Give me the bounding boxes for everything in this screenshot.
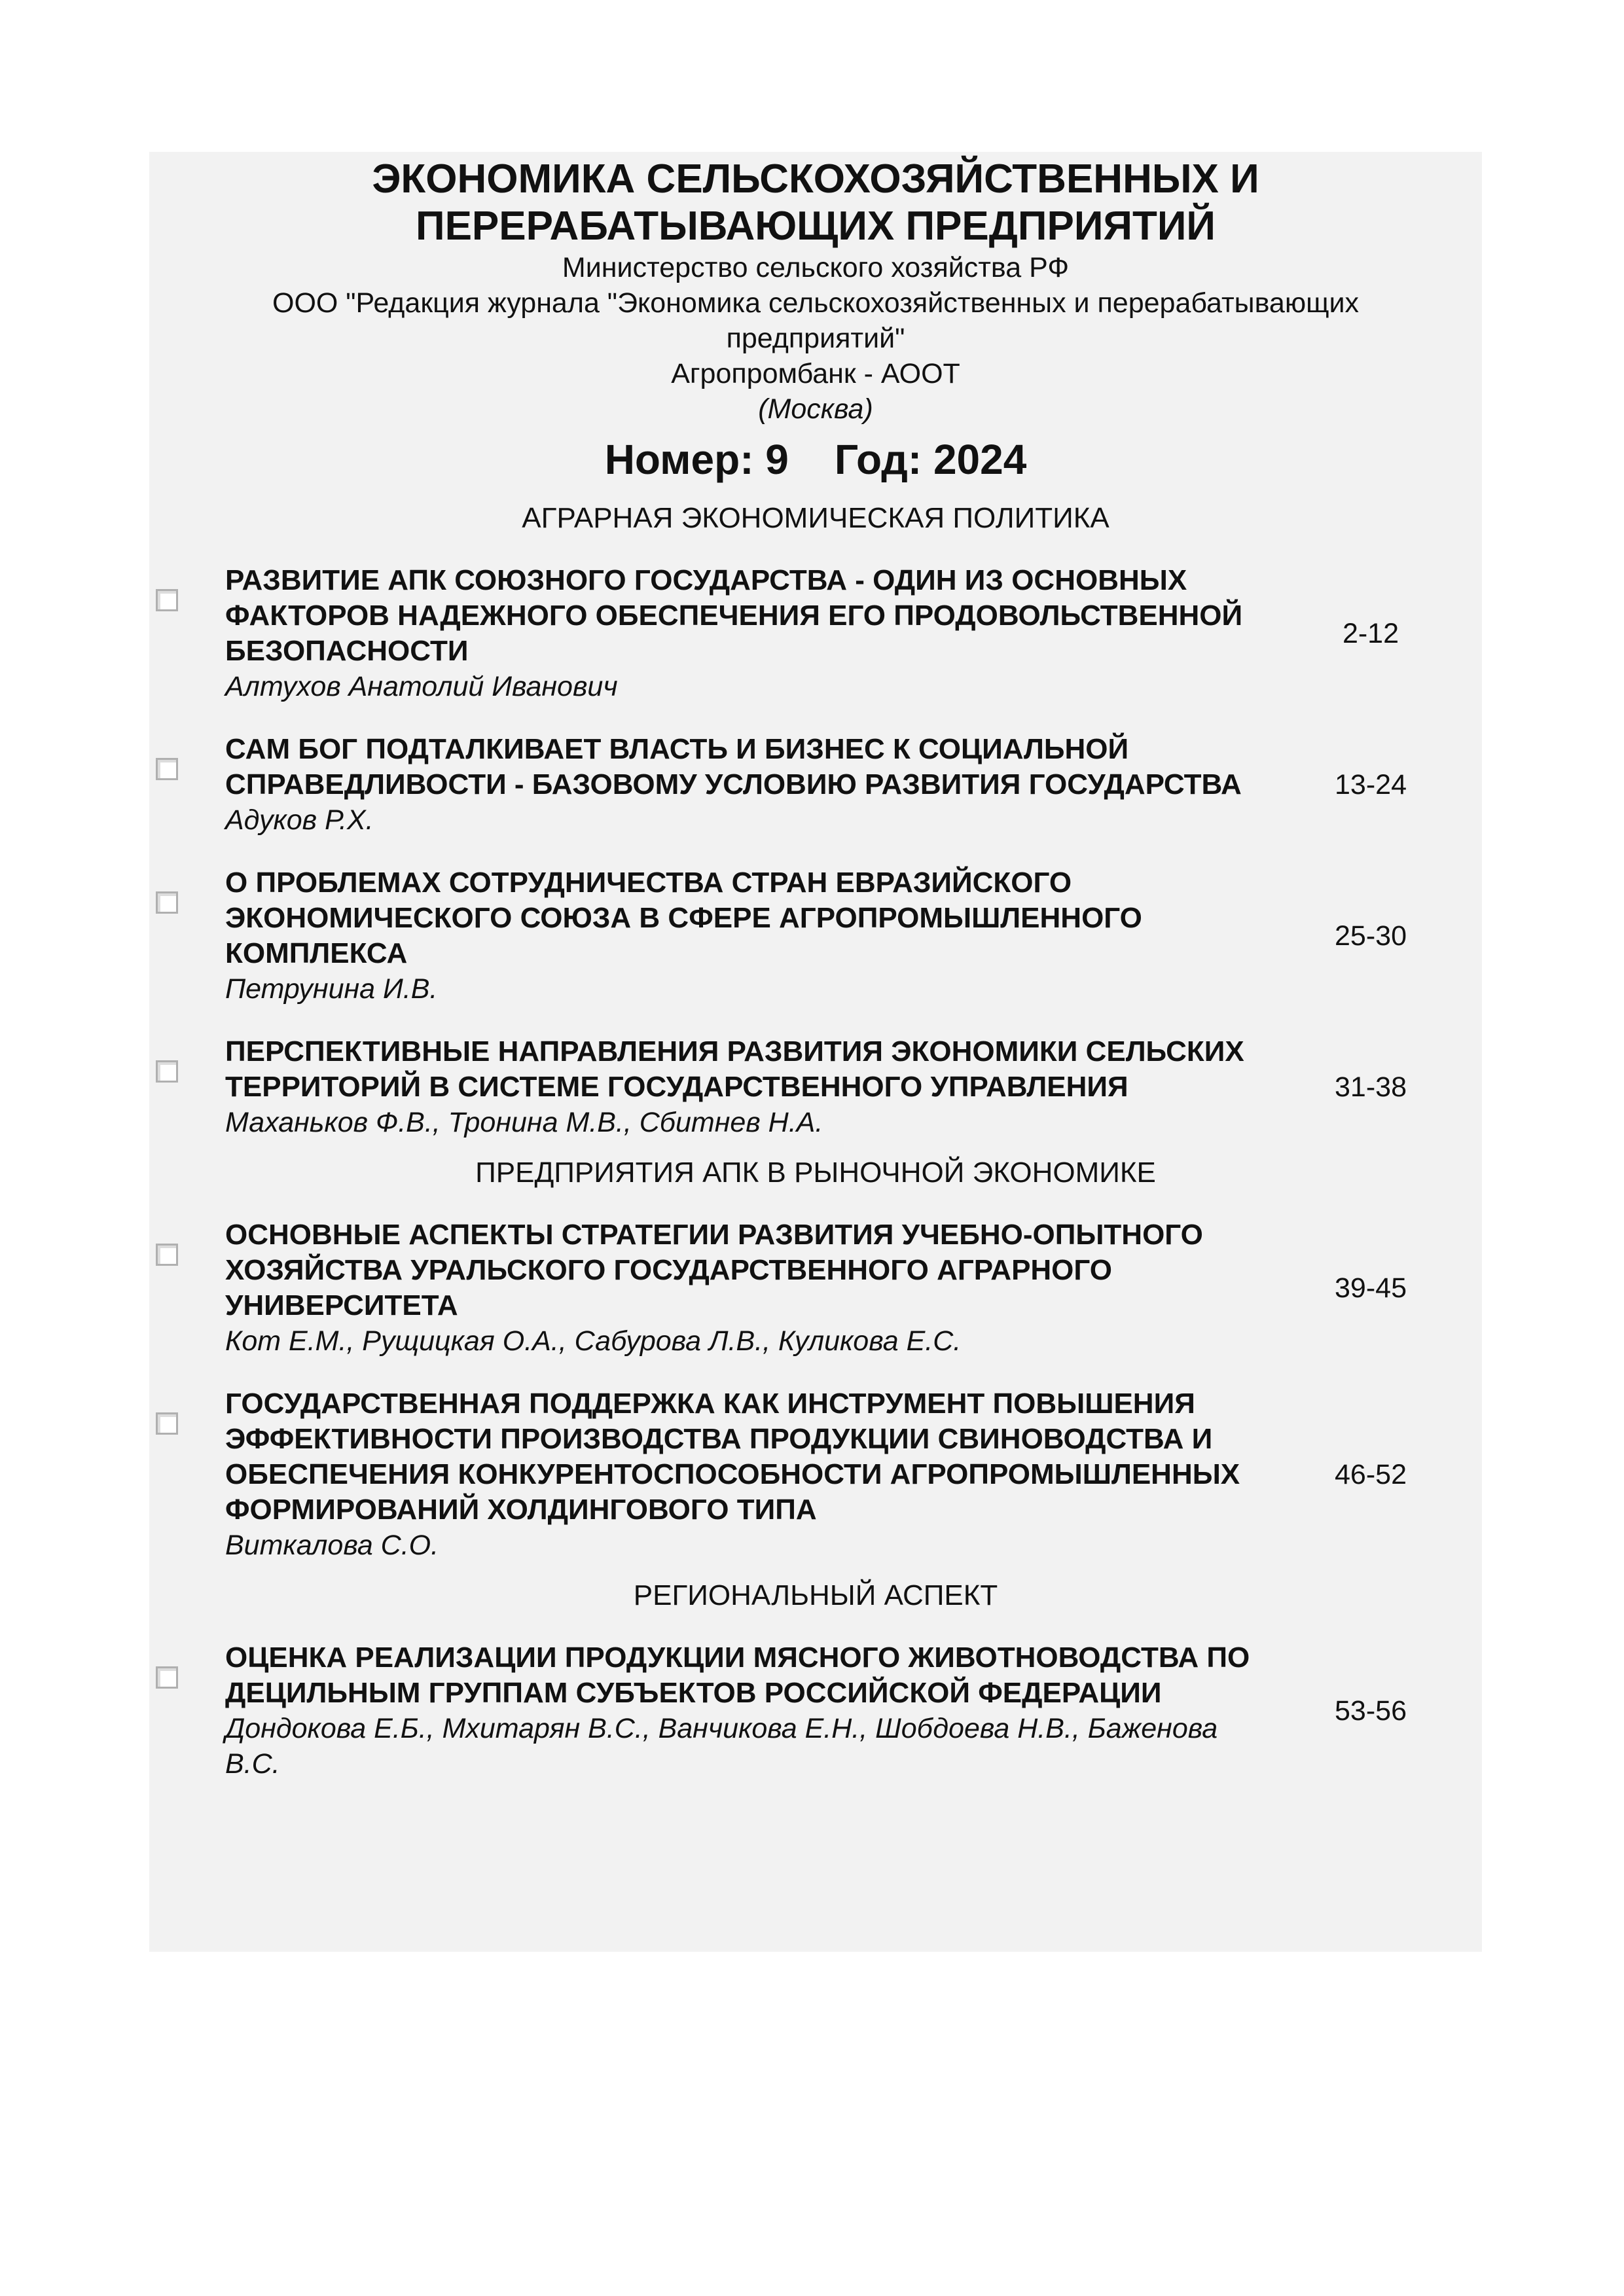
publisher-editorial: ООО "Редакция журнала "Экономика сельскохозяйственных и перерабатывающих предприятий" [272, 287, 1359, 354]
article-title-link[interactable]: САМ БОГ ПОДТАЛКИВАЕТ ВЛАСТЬ И БИЗНЕС К СОЦИАЛЬНОЙ СПРАВЕДЛИВОСТИ - БАЗОВОМУ УСЛОВИЮ РАЗВИТИЯ ГОСУДАРСТВА [225, 733, 1242, 800]
article-checkbox[interactable] [156, 758, 178, 780]
publisher-city: (Москва) [758, 393, 873, 425]
article-row [149, 1034, 1482, 1140]
article-title-link[interactable]: О ПРОБЛЕМАХ СОТРУДНИЧЕСТВА СТРАН ЕВРАЗИЙСКОГО ЭКОНОМИЧЕСКОГО СОЮЗА В СФЕРЕ АГРОПРОМЫШЛЕННОГО КОМПЛЕКСА [225, 867, 1142, 969]
publisher-ministry: Министерство сельского хозяйства РФ [562, 252, 1070, 283]
section-heading: РЕГИОНАЛЬНЫЙ АСПЕКТ [633, 1579, 998, 1611]
article-authors: Маханьков Ф.В., Тронина М.В., Сбитнев Н.А. [225, 1107, 823, 1138]
article-checkbox[interactable] [156, 1666, 178, 1689]
article-authors: Петрунина И.В. [225, 973, 438, 1005]
article-authors: Адуков Р.Х. [225, 804, 374, 836]
article-checkbox[interactable] [156, 891, 178, 914]
issue-year: Год: 2024 [834, 436, 1027, 483]
article-pages: 46-52 [1335, 1459, 1407, 1490]
article-row [149, 1640, 1482, 1782]
issue-line [149, 433, 1482, 486]
article-authors: Дондокова Е.Б., Мхитарян В.С., Ванчикова Е.Н., Шобдоева Н.В., Баженова В.С. [225, 1713, 1218, 1780]
article-title-link[interactable]: ОЦЕНКА РЕАЛИЗАЦИИ ПРОДУКЦИИ МЯСНОГО ЖИВОТНОВОДСТВА ПО ДЕЦИЛЬНЫМ ГРУППАМ СУБЪЕКТОВ РОССИЙСКОЙ ФЕДЕРАЦИИ [225, 1641, 1250, 1709]
article-checkbox[interactable] [156, 1244, 178, 1266]
article-checkbox[interactable] [156, 1060, 178, 1083]
article-authors: Кот Е.М., Рущицкая О.А., Сабурова Л.В., Куликова Е.С. [225, 1325, 962, 1357]
contents-panel [149, 152, 1482, 1952]
article-authors: Алтухов Анатолий Иванович [225, 671, 618, 702]
publisher-bank: Агропромбанк - АООТ [671, 358, 960, 389]
article-row [149, 563, 1482, 704]
article-pages: 31-38 [1335, 1071, 1407, 1103]
section-heading: АГРАРНАЯ ЭКОНОМИЧЕСКАЯ ПОЛИТИКА [522, 502, 1110, 534]
article-authors: Виткалова С.О. [225, 1530, 439, 1561]
article-checkbox[interactable] [156, 1412, 178, 1435]
article-title-link[interactable]: ПЕРСПЕКТИВНЫЕ НАПРАВЛЕНИЯ РАЗВИТИЯ ЭКОНОМИКИ СЕЛЬСКИХ ТЕРРИТОРИЙ В СИСТЕМЕ ГОСУДАРСТВЕННОГО УПРАВЛЕНИЯ [225, 1035, 1244, 1103]
article-title-link[interactable]: ОСНОВНЫЕ АСПЕКТЫ СТРАТЕГИИ РАЗВИТИЯ УЧЕБНО-ОПЫТНОГО ХОЗЯЙСТВА УРАЛЬСКОГО ГОСУДАРСТВЕННОГО АГРАРНОГО УНИВЕРСИТЕТА [225, 1219, 1203, 1321]
journal-header [149, 152, 1482, 486]
article-title-link[interactable]: РАЗВИТИЕ АПК СОЮЗНОГО ГОСУДАРСТВА - ОДИН ИЗ ОСНОВНЫХ ФАКТОРОВ НАДЕЖНОГО ОБЕСПЕЧЕНИЯ ЕГО ПРОДОВОЛЬСТВЕННОЙ БЕЗОПАСНОСТИ [225, 564, 1243, 667]
article-title-link[interactable]: ГОСУДАРСТВЕННАЯ ПОДДЕРЖКА КАК ИНСТРУМЕНТ ПОВЫШЕНИЯ ЭФФЕКТИВНОСТИ ПРОИЗВОДСТВА ПРОДУКЦИИ СВИНОВОДСТВА И ОБЕСПЕЧЕНИЯ КОНКУРЕНТОСПОСОБНОСТИ АГРОПРОМЫШЛЕННЫХ ФОРМИРОВАНИЙ ХОЛДИНГОВОГО ТИПА [225, 1388, 1240, 1526]
article-pages: 53-56 [1335, 1695, 1407, 1727]
article-pages: 13-24 [1335, 769, 1407, 800]
article-row [149, 1386, 1482, 1563]
article-row [149, 1217, 1482, 1359]
article-row [149, 732, 1482, 838]
section-heading: ПРЕДПРИЯТИЯ АПК В РЫНОЧНОЙ ЭКОНОМИКЕ [475, 1157, 1156, 1189]
article-row [149, 865, 1482, 1007]
article-pages: 2-12 [1342, 618, 1399, 649]
article-pages: 25-30 [1335, 920, 1407, 952]
article-pages: 39-45 [1335, 1272, 1407, 1304]
journal-title: ЭКОНОМИКА СЕЛЬСКОХОЗЯЙСТВЕННЫХ И ПЕРЕРАБАТЫВАЮЩИХ ПРЕДПРИЯТИЙ [372, 156, 1259, 249]
issue-number: Номер: 9 [604, 436, 789, 483]
article-checkbox[interactable] [156, 589, 178, 611]
